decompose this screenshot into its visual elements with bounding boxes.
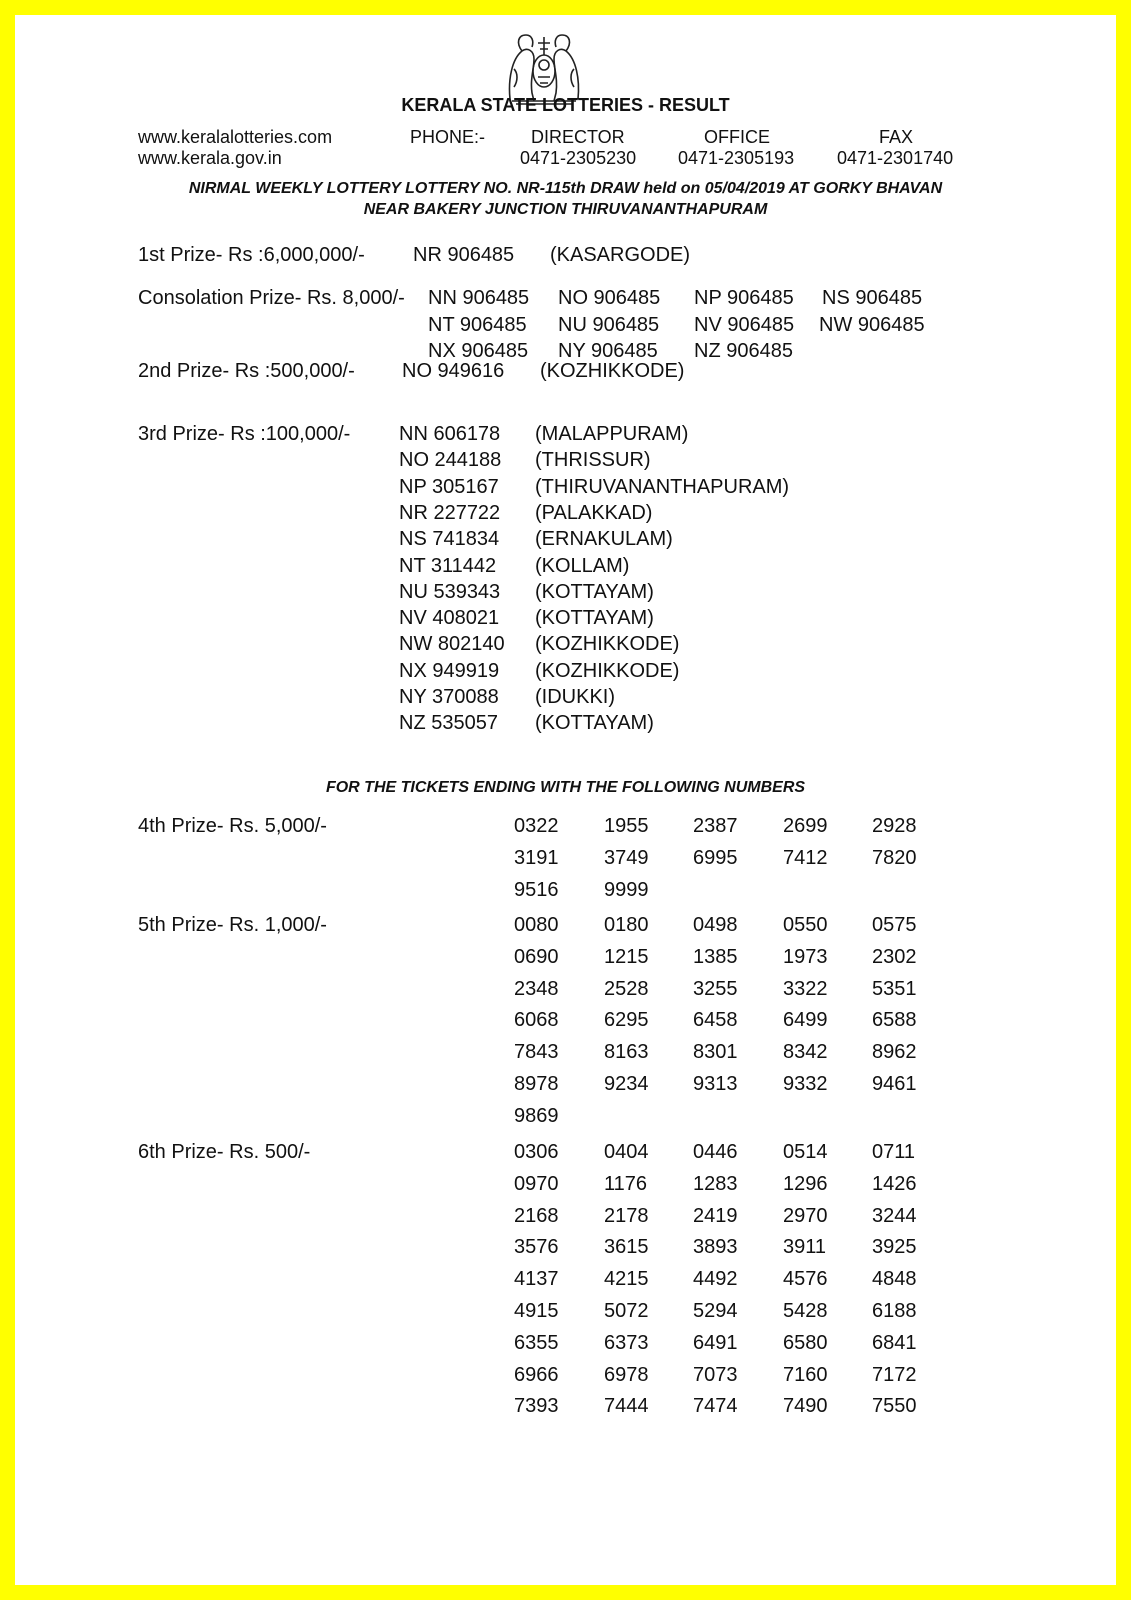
ending-number: 6978	[604, 1363, 649, 1386]
ending-number: 1955	[604, 815, 649, 837]
ending-number: 6499	[783, 1009, 828, 1032]
ending-number: 4848	[872, 1268, 917, 1291]
ending-number: 9313	[693, 1073, 738, 1095]
ending-number: 6068	[514, 1009, 559, 1032]
ending-number: 2348	[514, 977, 559, 1000]
ending-number: 7474	[693, 1395, 738, 1418]
third-prize-ticket: NZ 535057	[399, 712, 498, 735]
sixth-prize-label: 6th Prize- Rs. 500/-	[138, 1141, 311, 1163]
ending-number: 5351	[872, 977, 917, 1000]
ending-number: 6841	[872, 1331, 917, 1354]
ending-number: 0080	[514, 914, 559, 936]
consolation-ticket: NZ 906485	[694, 340, 793, 362]
third-prize-ticket: NU 539343	[399, 580, 501, 603]
director-phone: 0471-2305230	[520, 148, 637, 168]
ending-number: 6491	[693, 1331, 738, 1354]
third-prize-place: (MALAPPURAM)	[535, 423, 689, 445]
consolation-ticket: NV 906485	[694, 314, 795, 336]
third-prize-place: (KOTTAYAM)	[535, 712, 654, 735]
phone-label: PHONE:-	[410, 127, 486, 147]
ending-number: 6966	[514, 1363, 559, 1386]
consolation-ticket: NO 906485	[558, 287, 661, 309]
ending-number: 0550	[783, 914, 828, 936]
ending-number: 8978	[514, 1073, 559, 1095]
ending-number: 9234	[604, 1073, 649, 1095]
ending-number: 0711	[872, 1141, 916, 1163]
ending-number: 7073	[693, 1363, 738, 1386]
ending-number: 0322	[514, 815, 559, 837]
ending-number: 9869	[514, 1104, 559, 1127]
third-prize-place: (KOTTAYAM)	[535, 580, 654, 603]
third-prize-ticket: NV 408021	[399, 607, 500, 630]
third-prize-place: (KOZHIKKODE)	[535, 633, 680, 656]
fourth-prize-label: 4th Prize- Rs. 5,000/-	[138, 815, 327, 837]
ending-number: 6373	[604, 1331, 649, 1354]
ending-number: 6458	[693, 1009, 738, 1032]
second-prize-ticket: NO 949616	[402, 360, 505, 382]
third-prize-place: (KOTTAYAM)	[535, 607, 654, 630]
ending-number: 6588	[872, 1009, 917, 1032]
ending-number: 8163	[604, 1041, 649, 1064]
office-phone: 0471-2305193	[678, 148, 795, 168]
ending-number: 3925	[872, 1236, 917, 1259]
ending-number: 9332	[783, 1073, 828, 1095]
ending-number: 3255	[693, 977, 738, 1000]
ending-number: 7843	[514, 1041, 559, 1064]
ending-number: 9516	[514, 878, 559, 901]
fax-phone: 0471-2301740	[837, 148, 954, 168]
ending-number: 3244	[872, 1204, 917, 1227]
ending-number: 2302	[872, 945, 917, 968]
ending-number: 1426	[872, 1172, 917, 1195]
director-label: DIRECTOR	[531, 127, 625, 147]
third-prize-place: (THIRUVANANTHAPURAM)	[535, 475, 790, 498]
third-prize-ticket: NP 305167	[399, 475, 499, 498]
third-prize-place: (ERNAKULAM)	[535, 528, 673, 551]
ending-number: 7490	[783, 1395, 828, 1418]
ending-number: 4576	[783, 1268, 828, 1291]
first-prize-place: (KASARGODE)	[550, 244, 691, 266]
consolation-ticket: NP 906485	[694, 287, 794, 309]
third-prize-ticket: NW 802140	[399, 633, 505, 656]
ending-number: 2178	[604, 1204, 649, 1227]
ending-number: 6580	[783, 1331, 828, 1354]
second-prize-place: (KOZHIKKODE)	[540, 360, 685, 382]
third-prize-place: (IDUKKI)	[535, 686, 615, 708]
consolation-ticket: NY 906485	[558, 340, 658, 362]
office-label: OFFICE	[704, 127, 770, 147]
first-prize-ticket: NR 906485	[413, 244, 515, 266]
ending-number: 2928	[872, 815, 917, 837]
ending-number: 3749	[604, 846, 649, 869]
ending-number: 2970	[783, 1204, 828, 1227]
second-prize-label: 2nd Prize- Rs :500,000/-	[138, 360, 355, 382]
draw-info-line-2: NEAR BAKERY JUNCTION THIRUVANANTHAPURAM	[363, 201, 768, 218]
fax-label: FAX	[879, 127, 914, 147]
ending-number: 4492	[693, 1268, 738, 1291]
website-link-lotteries[interactable]: www.keralalotteries.com	[138, 127, 333, 147]
ending-number: 2699	[783, 815, 828, 837]
consolation-ticket: NU 906485	[558, 314, 660, 336]
result-sheet	[15, 15, 1116, 1585]
first-prize-label: 1st Prize- Rs :6,000,000/-	[138, 244, 365, 266]
ending-number: 1296	[783, 1172, 828, 1195]
ending-number: 2168	[514, 1204, 559, 1227]
consolation-ticket: NX 906485	[428, 340, 529, 362]
ending-number: 3322	[783, 977, 828, 1000]
ending-number: 0446	[693, 1141, 738, 1163]
ending-number: 0306	[514, 1141, 559, 1163]
ending-number: 9461	[872, 1073, 917, 1095]
ending-number: 2419	[693, 1204, 738, 1227]
ending-number: 3191	[514, 846, 559, 869]
third-prize-ticket: NX 949919	[399, 659, 500, 682]
ending-number: 9999	[604, 878, 649, 901]
third-prize-place: (PALAKKAD)	[535, 501, 653, 524]
ending-number: 3893	[693, 1236, 738, 1259]
ending-number: 1215	[604, 945, 649, 968]
third-prize-ticket: NN 606178	[399, 423, 501, 445]
ending-number: 4915	[514, 1300, 559, 1322]
ending-number: 8962	[872, 1041, 917, 1064]
ending-number: 8342	[783, 1041, 828, 1064]
third-prize-place: (KOLLAM)	[535, 554, 630, 577]
third-prize-ticket: NO 244188	[399, 449, 502, 472]
ending-number: 7820	[872, 846, 917, 869]
ending-number: 5428	[783, 1300, 828, 1322]
ending-number: 2528	[604, 977, 649, 1000]
ending-number: 5294	[693, 1300, 738, 1322]
third-prize-place: (THRISSUR)	[535, 449, 651, 472]
ending-number: 4215	[604, 1268, 649, 1291]
page-title: KERALA STATE LOTTERIES - RESULT	[401, 95, 730, 115]
third-prize-place: (KOZHIKKODE)	[535, 659, 680, 682]
ending-number: 4137	[514, 1268, 559, 1291]
third-prize-ticket: NR 227722	[399, 501, 501, 524]
third-prize-ticket: NS 741834	[399, 528, 500, 551]
consolation-ticket: NW 906485	[819, 314, 925, 336]
consolation-ticket: NS 906485	[822, 287, 923, 309]
ending-number: 7172	[872, 1363, 917, 1386]
ending-number: 0575	[872, 914, 917, 936]
third-prize-ticket: NY 370088	[399, 686, 499, 708]
ending-number: 3576	[514, 1236, 559, 1259]
ending-number: 5072	[604, 1300, 649, 1322]
ending-number: 8301	[693, 1041, 738, 1064]
ending-number: 0180	[604, 914, 649, 936]
third-prize-label: 3rd Prize- Rs :100,000/-	[138, 423, 351, 445]
third-prize-ticket: NT 311442	[399, 554, 497, 577]
ending-number: 0970	[514, 1172, 559, 1195]
ending-number: 3615	[604, 1236, 649, 1259]
ending-number: 1973	[783, 945, 828, 968]
consolation-ticket: NT 906485	[428, 314, 527, 336]
ending-number: 0514	[783, 1141, 828, 1163]
ending-number: 6355	[514, 1331, 559, 1354]
ending-number: 3911	[783, 1236, 827, 1259]
ending-number: 6295	[604, 1009, 649, 1032]
ending-numbers-note: FOR THE TICKETS ENDING WITH THE FOLLOWING NUMBERS	[325, 779, 806, 796]
ending-number: 6188	[872, 1300, 917, 1322]
ending-number: 7160	[783, 1363, 828, 1386]
ending-number: 7393	[514, 1395, 559, 1418]
consolation-ticket: NN 906485	[428, 287, 530, 309]
ending-number: 6995	[693, 846, 738, 869]
ending-number: 0690	[514, 945, 559, 968]
ending-number: 1385	[693, 945, 738, 968]
ending-number: 2387	[693, 815, 738, 837]
draw-info-line-1: NIRMAL WEEKLY LOTTERY LOTTERY NO. NR-115th DRAW held on 05/04/2019 AT GORKY BHAVAN	[188, 180, 943, 197]
fifth-prize-label: 5th Prize- Rs. 1,000/-	[138, 914, 327, 936]
ending-number: 1283	[693, 1172, 738, 1195]
ending-number: 7550	[872, 1395, 917, 1418]
ending-number: 7444	[604, 1395, 649, 1418]
ending-number: 7412	[783, 846, 828, 869]
ending-number: 0498	[693, 914, 738, 936]
consolation-prize-label: Consolation Prize- Rs. 8,000/-	[138, 287, 405, 309]
ending-number: 0404	[604, 1141, 649, 1163]
ending-number: 1176	[604, 1172, 648, 1195]
website-link-gov[interactable]: www.kerala.gov.in	[138, 148, 282, 168]
